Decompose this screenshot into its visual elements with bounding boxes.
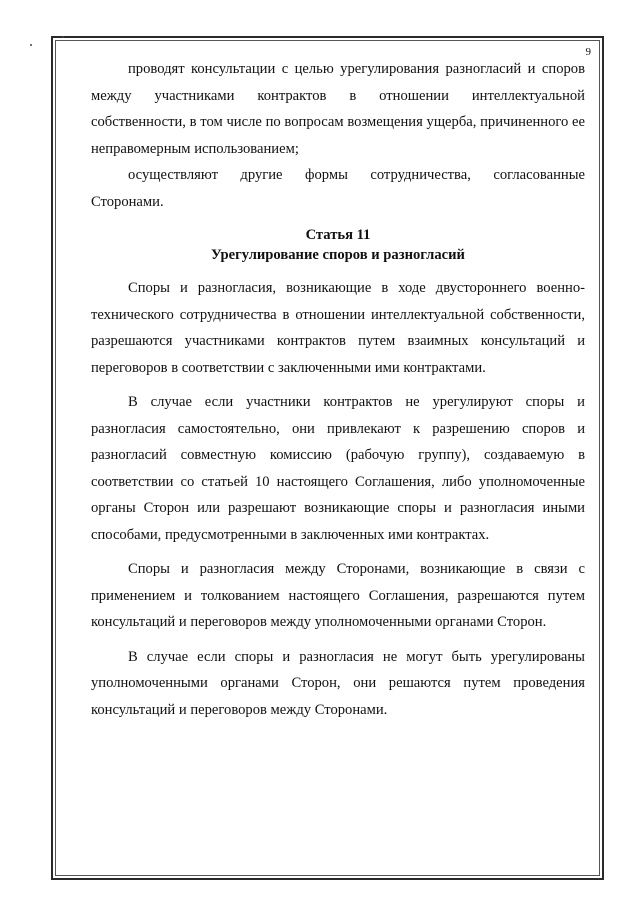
article-paragraph-4: В случае если споры и разногласия не могут быть урегулированы уполномоченными органами Сторон, они решаются путем проведения консультаций и переговоров между Сторонами. bbox=[91, 648, 585, 718]
scan-speck bbox=[62, 36, 64, 38]
article-number: Статья 11 bbox=[305, 227, 371, 243]
article-paragraph-3: Споры и разногласия между Сторонами, возникающие в связи с применением и толкованием настоящего Соглашения, разрешаются путем консультаций и переговоров между уполномоченными органами Сторон. bbox=[91, 561, 585, 630]
scan-speck bbox=[30, 44, 32, 46]
intro-paragraph-1: проводят консультации с целью урегулирования разногласий и споров между участниками контрактов в отношении интеллектуальной собственности, в том числе по вопросам возмещения ущерба, причиненного ее неправомерным использованием; bbox=[91, 61, 585, 157]
document-body bbox=[91, 56, 585, 723]
article-heading bbox=[91, 225, 585, 265]
article-title: Урегулирование споров и разногласий bbox=[211, 247, 465, 263]
article-paragraph-1: Споры и разногласия, возникающие в ходе двустороннего военно-технического сотрудничества в отношении интеллектуальной собственности, разрешаются участниками контрактов путем взаимных консультаций и переговоров в соответствии с заключенными ими контрактами. bbox=[91, 280, 585, 376]
page-number: 9 bbox=[585, 46, 591, 58]
intro-paragraph-2: осуществляют другие формы сотрудничества, согласованные Сторонами. bbox=[91, 167, 585, 210]
article-paragraph-2: В случае если участники контрактов не урегулируют споры и разногласия самостоятельно, они привлекают к разрешению споров и разногласий совместную комиссию (рабочую группу), создаваемую в соответствии со статьей 10 настоящего Соглашения, либо уполномоченные органы Сторон или разрешают возникающие споры и разногласия иными способами, предусмотренными в заключенных ими контрактах. bbox=[91, 394, 585, 543]
